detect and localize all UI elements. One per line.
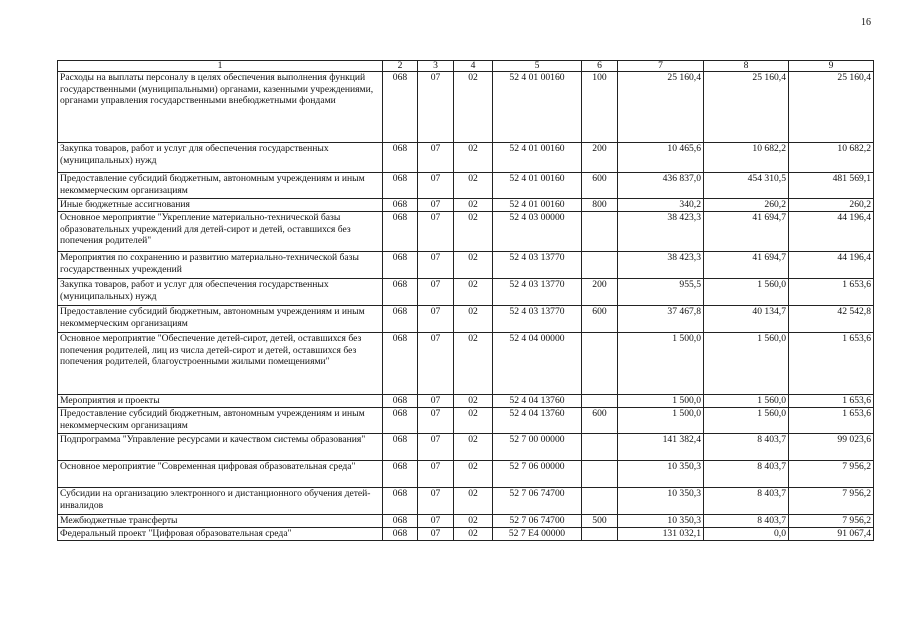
row-subsection: 02 [454, 252, 493, 279]
row-subsection: 02 [454, 528, 493, 541]
row-section: 07 [418, 528, 454, 541]
row-expense-type [582, 488, 618, 515]
row-subsection: 02 [454, 199, 493, 212]
row-admin-code: 068 [383, 143, 418, 173]
row-name: Межбюджетные трансферты [58, 515, 383, 528]
table-row [58, 434, 874, 461]
row-section: 07 [418, 199, 454, 212]
row-amount-col8: 1 560,0 [704, 279, 789, 306]
row-admin-code: 068 [383, 212, 418, 252]
row-admin-code: 068 [383, 306, 418, 333]
row-target-article: 52 4 01 00160 [493, 143, 582, 173]
row-amount-col7: 340,2 [618, 199, 704, 212]
row-subsection: 02 [454, 515, 493, 528]
row-amount-col9: 1 653,6 [789, 333, 874, 395]
row-section: 07 [418, 395, 454, 408]
table-row [58, 252, 874, 279]
row-section: 07 [418, 515, 454, 528]
row-name: Мероприятия по сохранению и развитию материально-технической базы государственных учреждений [58, 252, 383, 279]
row-target-article: 52 4 04 13760 [493, 408, 582, 434]
row-amount-col9: 10 682,2 [789, 143, 874, 173]
row-subsection: 02 [454, 143, 493, 173]
row-admin-code: 068 [383, 515, 418, 528]
column-header-1: 1 [58, 61, 383, 72]
row-amount-col8: 8 403,7 [704, 461, 789, 488]
row-subsection: 02 [454, 72, 493, 143]
row-admin-code: 068 [383, 173, 418, 199]
column-header-5: 5 [493, 61, 582, 72]
row-amount-col8: 10 682,2 [704, 143, 789, 173]
row-amount-col7: 25 160,4 [618, 72, 704, 143]
row-subsection: 02 [454, 173, 493, 199]
row-name: Субсидии на организацию электронного и дистанционного обучения детей-инвалидов [58, 488, 383, 515]
row-admin-code: 068 [383, 528, 418, 541]
row-target-article: 52 7 E4 00000 [493, 528, 582, 541]
table-row [58, 395, 874, 408]
row-target-article: 52 4 04 00000 [493, 333, 582, 395]
row-expense-type [582, 528, 618, 541]
row-name: Основное мероприятие "Укрепление материально-технической базы образовательных учреждений для детей-сирот и детей, оставшихся без попечения родителей" [58, 212, 383, 252]
row-admin-code: 068 [383, 72, 418, 143]
row-amount-col7: 10 465,6 [618, 143, 704, 173]
table-row [58, 408, 874, 434]
row-target-article: 52 7 00 00000 [493, 434, 582, 461]
row-amount-col7: 38 423,3 [618, 252, 704, 279]
row-amount-col8: 0,0 [704, 528, 789, 541]
row-amount-col9: 25 160,4 [789, 72, 874, 143]
row-name: Предоставление субсидий бюджетным, автономным учреждениям и иным некоммерческим организациям [58, 306, 383, 333]
row-target-article: 52 4 03 00000 [493, 212, 582, 252]
row-target-article: 52 4 01 00160 [493, 72, 582, 143]
row-target-article: 52 4 03 13770 [493, 252, 582, 279]
row-amount-col7: 38 423,3 [618, 212, 704, 252]
row-target-article: 52 7 06 74700 [493, 515, 582, 528]
row-admin-code: 068 [383, 199, 418, 212]
row-target-article: 52 4 03 13770 [493, 279, 582, 306]
row-amount-col8: 1 560,0 [704, 408, 789, 434]
row-expense-type: 800 [582, 199, 618, 212]
row-name: Мероприятия и проекты [58, 395, 383, 408]
row-expense-type: 600 [582, 173, 618, 199]
table-body [58, 72, 874, 541]
row-admin-code: 068 [383, 434, 418, 461]
row-section: 07 [418, 408, 454, 434]
row-expense-type: 100 [582, 72, 618, 143]
row-subsection: 02 [454, 408, 493, 434]
row-name: Закупка товаров, работ и услуг для обеспечения государственных (муниципальных) нужд [58, 279, 383, 306]
row-admin-code: 068 [383, 461, 418, 488]
row-expense-type: 500 [582, 515, 618, 528]
row-amount-col7: 10 350,3 [618, 461, 704, 488]
row-target-article: 52 4 04 13760 [493, 395, 582, 408]
budget-table [57, 60, 874, 541]
column-header-2: 2 [383, 61, 418, 72]
row-target-article: 52 7 06 74700 [493, 488, 582, 515]
table-row [58, 173, 874, 199]
row-amount-col9: 7 956,2 [789, 515, 874, 528]
row-amount-col8: 8 403,7 [704, 488, 789, 515]
row-amount-col9: 1 653,6 [789, 408, 874, 434]
row-amount-col9: 91 067,4 [789, 528, 874, 541]
row-name: Предоставление субсидий бюджетным, автономным учреждениям и иным некоммерческим организациям [58, 173, 383, 199]
row-expense-type [582, 395, 618, 408]
row-section: 07 [418, 212, 454, 252]
row-subsection: 02 [454, 333, 493, 395]
row-name: Иные бюджетные ассигнования [58, 199, 383, 212]
row-expense-type [582, 252, 618, 279]
row-amount-col9: 260,2 [789, 199, 874, 212]
row-subsection: 02 [454, 279, 493, 306]
row-name: Расходы на выплаты персоналу в целях обеспечения выполнения функций государственными (муниципальными) органами, казенными учреждениями, органами управления государственными внебюджетными фондами [58, 72, 383, 143]
row-amount-col8: 260,2 [704, 199, 789, 212]
row-section: 07 [418, 461, 454, 488]
row-section: 07 [418, 306, 454, 333]
column-header-9: 9 [789, 61, 874, 72]
row-name: Подпрограмма "Управление ресурсами и качеством системы образования" [58, 434, 383, 461]
row-amount-col8: 1 560,0 [704, 395, 789, 408]
row-amount-col8: 40 134,7 [704, 306, 789, 333]
row-expense-type [582, 434, 618, 461]
row-amount-col7: 131 032,1 [618, 528, 704, 541]
row-name: Закупка товаров, работ и услуг для обеспечения государственных (муниципальных) нужд [58, 143, 383, 173]
table-row [58, 143, 874, 173]
row-section: 07 [418, 279, 454, 306]
row-amount-col7: 141 382,4 [618, 434, 704, 461]
row-expense-type: 600 [582, 408, 618, 434]
row-admin-code: 068 [383, 333, 418, 395]
row-amount-col9: 1 653,6 [789, 395, 874, 408]
row-amount-col9: 7 956,2 [789, 488, 874, 515]
row-amount-col9: 42 542,8 [789, 306, 874, 333]
row-target-article: 52 4 01 00160 [493, 173, 582, 199]
row-target-article: 52 7 06 00000 [493, 461, 582, 488]
row-amount-col8: 8 403,7 [704, 515, 789, 528]
row-subsection: 02 [454, 434, 493, 461]
table-row [58, 72, 874, 143]
table-row [58, 515, 874, 528]
table-row [58, 528, 874, 541]
row-subsection: 02 [454, 488, 493, 515]
row-name: Федеральный проект "Цифровая образовательная среда" [58, 528, 383, 541]
row-section: 07 [418, 252, 454, 279]
row-subsection: 02 [454, 395, 493, 408]
column-header-6: 6 [582, 61, 618, 72]
row-name: Основное мероприятие "Обеспечение детей-сирот, детей, оставшихся без попечения родителей, лиц из числа детей-сирот и детей, оставшихся без попечения родителей, благоустроенными жилыми помещениями" [58, 333, 383, 395]
row-subsection: 02 [454, 212, 493, 252]
row-amount-col9: 7 956,2 [789, 461, 874, 488]
row-admin-code: 068 [383, 252, 418, 279]
row-name: Предоставление субсидий бюджетным, автономным учреждениям и иным некоммерческим организациям [58, 408, 383, 434]
row-amount-col7: 10 350,3 [618, 488, 704, 515]
row-subsection: 02 [454, 461, 493, 488]
row-expense-type: 200 [582, 143, 618, 173]
row-amount-col9: 481 569,1 [789, 173, 874, 199]
row-admin-code: 068 [383, 279, 418, 306]
row-amount-col8: 1 560,0 [704, 333, 789, 395]
row-amount-col9: 1 653,6 [789, 279, 874, 306]
row-amount-col8: 454 310,5 [704, 173, 789, 199]
row-section: 07 [418, 143, 454, 173]
row-section: 07 [418, 434, 454, 461]
row-admin-code: 068 [383, 408, 418, 434]
row-expense-type [582, 461, 618, 488]
table-row [58, 461, 874, 488]
row-expense-type [582, 212, 618, 252]
row-section: 07 [418, 488, 454, 515]
header-row [58, 61, 874, 72]
row-subsection: 02 [454, 306, 493, 333]
row-section: 07 [418, 173, 454, 199]
row-amount-col7: 37 467,8 [618, 306, 704, 333]
row-amount-col7: 10 350,3 [618, 515, 704, 528]
row-amount-col7: 436 837,0 [618, 173, 704, 199]
table-row [58, 212, 874, 252]
table-row [58, 488, 874, 515]
row-amount-col8: 41 694,7 [704, 212, 789, 252]
column-header-3: 3 [418, 61, 454, 72]
row-section: 07 [418, 72, 454, 143]
row-target-article: 52 4 03 13770 [493, 306, 582, 333]
row-admin-code: 068 [383, 395, 418, 408]
row-amount-col7: 1 500,0 [618, 408, 704, 434]
row-amount-col7: 1 500,0 [618, 395, 704, 408]
row-expense-type: 200 [582, 279, 618, 306]
table-row [58, 306, 874, 333]
row-amount-col7: 1 500,0 [618, 333, 704, 395]
row-admin-code: 068 [383, 488, 418, 515]
row-amount-col9: 99 023,6 [789, 434, 874, 461]
row-expense-type [582, 333, 618, 395]
row-section: 07 [418, 333, 454, 395]
row-target-article: 52 4 01 00160 [493, 199, 582, 212]
column-header-4: 4 [454, 61, 493, 72]
row-amount-col7: 955,5 [618, 279, 704, 306]
row-amount-col9: 44 196,4 [789, 212, 874, 252]
row-amount-col8: 25 160,4 [704, 72, 789, 143]
table-row [58, 199, 874, 212]
row-amount-col8: 41 694,7 [704, 252, 789, 279]
page-number: 16 [861, 17, 871, 28]
row-amount-col8: 8 403,7 [704, 434, 789, 461]
row-name: Основное мероприятие "Современная цифровая образовательная среда" [58, 461, 383, 488]
column-header-7: 7 [618, 61, 704, 72]
table-row [58, 333, 874, 395]
column-header-8: 8 [704, 61, 789, 72]
row-expense-type: 600 [582, 306, 618, 333]
row-amount-col9: 44 196,4 [789, 252, 874, 279]
table-row [58, 279, 874, 306]
